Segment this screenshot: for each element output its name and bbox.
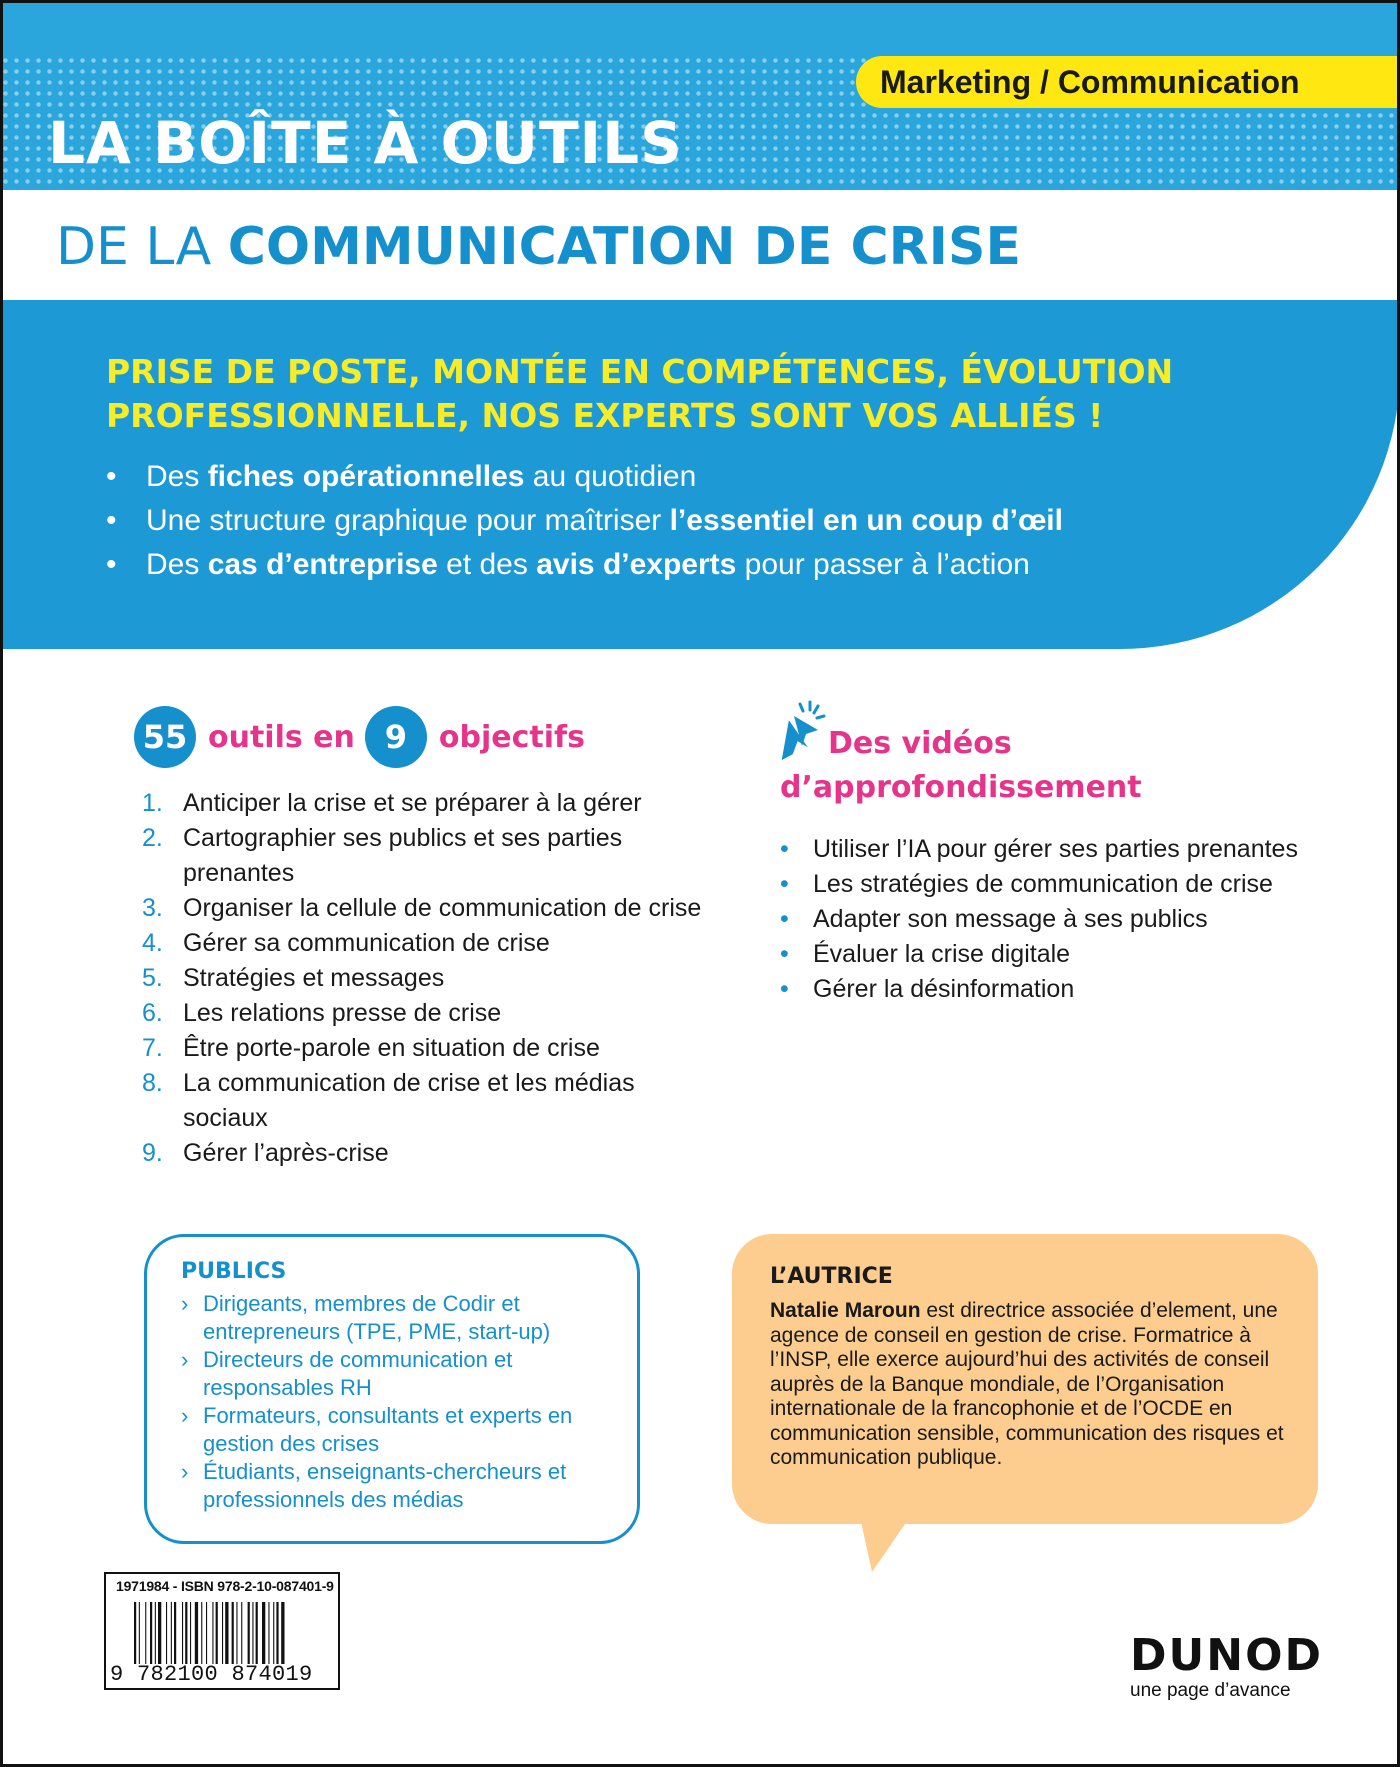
objective-item: 6. Les relations presse de crise [142,999,502,1027]
bullet-dot-icon: • [106,460,117,493]
objective-item: 5. Stratégies et messages [142,964,445,992]
video-item: • Les stratégies de communication de crise [780,867,1340,902]
barcode-digits: 9 782100 874019 [110,1662,313,1687]
category-label: Marketing / Communication [880,63,1300,100]
videos-heading-line2: d’approfondissement [780,770,1142,805]
objective-item: 4. Gérer sa communication de crise [142,929,550,957]
objective-item: 9. Gérer l’après-crise [142,1139,389,1167]
objectives-count-badge: 9 [365,706,427,768]
hero-bullet: • Une structure graphique pour maîtriser l’essentiel en un coup d’œil [106,499,1063,543]
hero-bullets [106,455,1063,587]
objective-item: 3. Organiser la cellule de communication de crise [142,894,702,922]
publics-box [144,1234,640,1544]
objective-item: 8. La communication de crise et les médias sociaux [142,1069,635,1132]
series-title: LA BOÎTE À OUTILS [48,109,683,177]
isbn-line: 1971984 - ISBN 978-2-10-087401-9 [116,1578,334,1594]
author-name: Natalie Maroun [770,1299,921,1322]
publics-list [181,1290,617,1514]
publisher-tagline: une page d’avance [1130,1680,1291,1701]
chevron-right-icon: › [181,1291,189,1316]
video-item: • Gérer la désinformation [780,972,1340,1007]
objective-item: 2. Cartographier ses publics et ses parties prenantes [142,824,623,887]
bullet-dot-icon: • [106,504,117,537]
bullet-dot-icon: • [780,835,789,863]
author-bio: Natalie Maroun est directrice associée d’element, une agence de conseil en gestion de crise. Formatrice à l’INSP, elle exerce aujourd’hui des activités de conseil auprès de la Banque mondiale, de l’Organisation internationale de la francophonie et de l’OCDE en communication sensible, communication des risques et communication publique. [770,1299,1284,1469]
publisher-name: DUNOD [1130,1630,1324,1681]
tools-label: outils en [208,719,355,755]
bullet-dot-icon: • [780,905,789,933]
objective-item: 7. Être porte-parole en situation de crise [142,1034,600,1062]
public-item: › Directeurs de communication et responsables RH [181,1347,513,1400]
video-item: • Adapter son message à ses publics [780,902,1340,937]
bullet-dot-icon: • [106,548,117,581]
video-item: • Évaluer la crise digitale [780,937,1340,972]
videos-heading-line1: Des vidéos [828,726,1012,761]
videos-heading [780,722,1142,810]
author-title: L’AUTRICE [770,1264,893,1289]
hero-headline: PRISE DE POSTE, MONTÉE EN COMPÉTENCES, ÉVOLUTION PROFESSIONNELLE, NOS EXPERTS SONT VOS ALLIÉS ! [106,352,1174,435]
publics-title: PUBLICS [181,1259,287,1284]
barcode-icon [134,1602,334,1664]
videos-list [780,832,1340,1007]
tools-count-badge: 55 [134,706,196,768]
objectives-list [142,786,702,1171]
header-band-solid [0,0,1400,52]
book-title-main: COMMUNICATION DE CRISE [227,217,1021,277]
hero-bullet: • Des fiches opérationnelles au quotidien [106,455,1063,499]
author-bubble [732,1234,1318,1524]
barcode-box [104,1572,340,1690]
video-item: • Utiliser l’IA pour gérer ses parties prenantes [780,832,1340,867]
public-item: › Dirigeants, membres de Codir et entrepreneurs (TPE, PME, start-up) [181,1291,551,1344]
chevron-right-icon: › [181,1403,189,1428]
book-title-prefix: DE LA [56,217,212,277]
objectives-heading [134,706,585,768]
bullet-dot-icon: • [780,975,789,1003]
objectives-label: objectifs [438,719,585,755]
publisher-logo [1130,1632,1323,1702]
bullet-dot-icon: • [780,940,789,968]
book-title [56,215,1021,279]
public-item: › Formateurs, consultants et experts en gestion des crises [181,1403,573,1456]
chevron-right-icon: › [181,1459,189,1484]
bullet-dot-icon: • [780,870,789,898]
chevron-right-icon: › [181,1347,189,1372]
category-tag [856,56,1400,108]
hero-bullet: • Des cas d’entreprise et des avis d’experts pour passer à l’action [106,543,1063,587]
public-item: › Étudiants, enseignants-chercheurs et professionnels des médias [181,1459,567,1512]
objective-item: 1. Anticiper la crise et se préparer à la gérer [142,789,642,817]
